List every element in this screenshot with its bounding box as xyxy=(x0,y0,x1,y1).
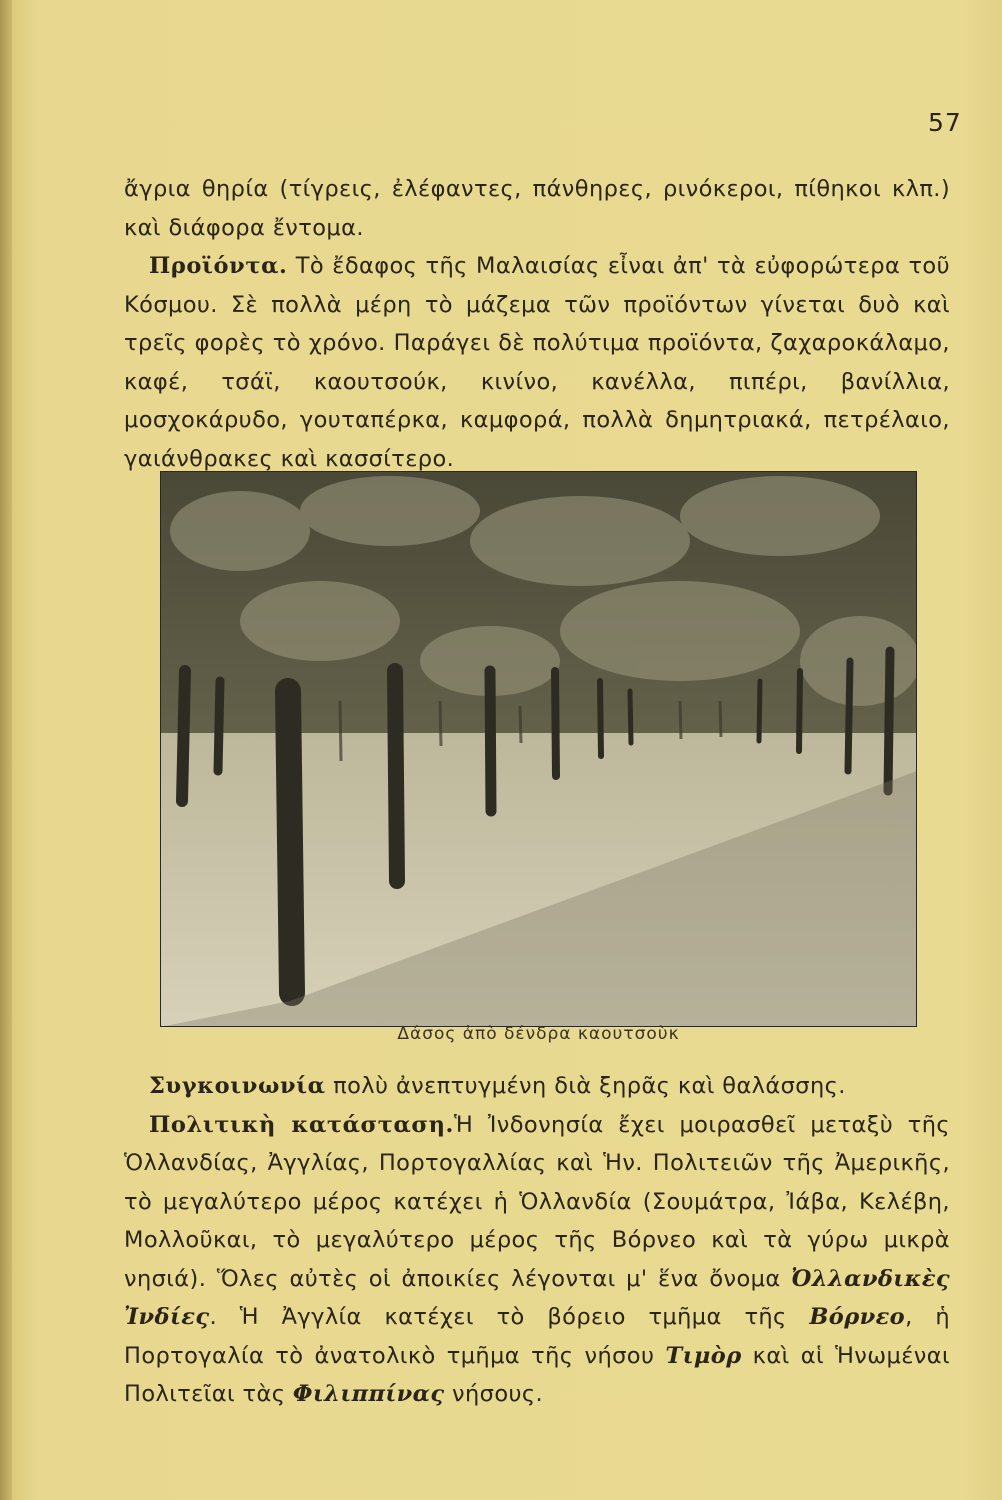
top-text-block xyxy=(124,170,950,478)
paragraph-text: Τὸ ἔδαφος τῆς Μαλαισίας εἶναι ἀπ' τὰ εὐφορώτερα τοῦ Κόσμου. Σὲ πολλὰ μέρη τὸ μάζεμα τῶν προϊόντων γίνεται δυὸ καὶ τρεῖς φορὲς τὸ χρόνο. Παράγει δὲ πολύτιμα προϊόντα, ζαχαροκάλαμο, καφέ, τσάϊ, καουτσούκ, κινίνο, κανέλλα, πιπέρι, βανίλλια, μοσχοκάρυδο, γουταπέρκα, καμφορά, πολλὰ δημητριακά, πετρέλαιο, γαιάνθρακες καὶ κασσίτερο. xyxy=(124,253,950,472)
paragraph-text: Ἡ Ἰνδονησία ἔχει μοιρασθεῖ μεταξὺ τῆς Ὁλλανδίας, Ἀγγλίας, Πορτογαλλίας καὶ Ἡν. Πολιτειῶν τῆς Ἀμερικῆς, τὸ μεγαλύτερο μέρος κατέχει ἡ Ὁλλανδία (Σουμάτρα, Ἰάβα, Κελέβη, Μολλοῦκαι, τὸ μεγαλύτερο μέρος τῆς Βόρνεο καὶ τὰ γύρω μικρὰ νησιά). Ὅλες αὐτὲς οἱ ἀποικίες λέγονται μ' ἕνα ὄνομα xyxy=(124,1111,951,1292)
paragraph-communications xyxy=(124,1067,950,1106)
paragraph-text: πολὺ ἀνεπτυγμένη διὰ ξηρᾶς καὶ θαλάσσης. xyxy=(325,1073,846,1099)
emphasis-timor: Τιμὸρ xyxy=(665,1342,742,1369)
paragraph-political-situation xyxy=(124,1106,950,1414)
forest-photo-illustration xyxy=(160,471,917,1027)
emphasis-borneo: Βόρνεο xyxy=(809,1304,906,1330)
page-number: 57 xyxy=(928,108,962,137)
paragraph-wild-animals xyxy=(124,170,950,247)
emphasis-dutch-indies: Ὀλλανδικὲς Ἰνδίες xyxy=(124,1265,950,1330)
paragraph-text: ἄγρια θηρία (τίγρεις, ἐλέφαντες, πάνθηρες, ρινόκεροι, πίθηκοι κλπ.) καὶ διάφορα ἔντομα. xyxy=(124,176,950,241)
figure-caption: Δάσος ἀπὸ δένδρα καουτσοὺκ xyxy=(397,1024,680,1044)
rubber-forest-photo xyxy=(160,471,917,1027)
page-binding-edge xyxy=(0,0,12,1500)
paragraph-text: , ἡ Πορτογαλία τὸ ἀνατολικὸ τμῆμα τῆς νήσου xyxy=(124,1304,951,1369)
paragraph-text: . Ἡ Ἀγγλία κατέχει τὸ βόρειο τμῆμα τῆς xyxy=(209,1304,810,1330)
section-heading-political: Πολιτικὴ κατάσταση. xyxy=(149,1111,454,1138)
bottom-text-block xyxy=(124,1067,950,1414)
section-heading-communications: Συγκοινωνία xyxy=(149,1073,326,1099)
paragraph-text: νήσους. xyxy=(444,1381,544,1407)
section-heading-products: Προϊόντα. xyxy=(149,253,288,279)
paragraph-products xyxy=(124,247,950,478)
paragraph-text: καὶ αἱ Ἡνωμέναι Πολιτεῖαι τὰς xyxy=(124,1342,950,1407)
emphasis-philippines: Φιλιππίνας xyxy=(292,1381,445,1407)
